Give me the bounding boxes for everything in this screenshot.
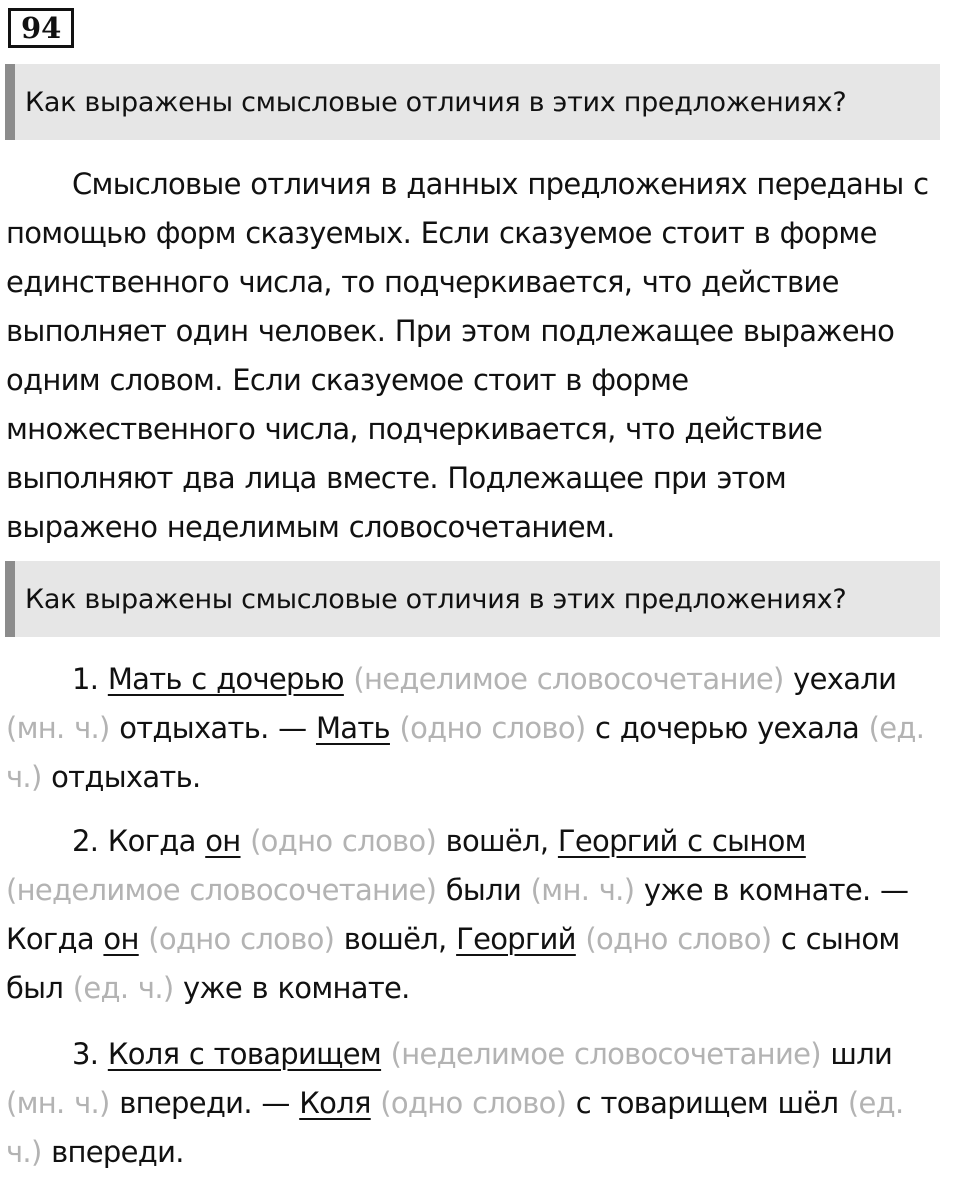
underlined-subject: он <box>205 824 241 858</box>
sentence-text: отдыхать. — <box>119 711 307 745</box>
gray-note: (мн. ч.) <box>6 1086 110 1120</box>
gray-note: (неделимое словосочетание) <box>6 873 437 907</box>
gray-note: (одно слово) <box>148 922 335 956</box>
gray-note: (одно слово) <box>585 922 772 956</box>
sentence-text: с сыном был <box>6 922 900 1005</box>
example-number: 1. <box>72 662 99 696</box>
task-number: 94 <box>21 10 62 45</box>
question-text-2: Как выражены смысловые отличия в этих предложениях? <box>25 583 847 615</box>
gray-note: (ед. ч.) <box>6 711 925 794</box>
question-banner <box>5 64 940 140</box>
gray-note: (мн. ч.) <box>6 711 110 745</box>
predicate-text: шли <box>830 1037 893 1071</box>
gray-note: (одно слово) <box>399 711 586 745</box>
answer-text: Смысловые отличия в данных предложениях переданы с помощью форм сказуемых. Если сказуемое стоит в форме единственного числа, то подчеркивается, что действие выполняет один человек. При этом подлежащее выражено одним словом. Если сказуемое стоит в форме множественного числа, подчеркивается, что действие выполняют два лица вместе. Подлежащее при этом выражено неделимым словосочетанием. <box>6 167 929 544</box>
sentence-text: с товарищем шёл <box>575 1086 839 1120</box>
example-2 <box>6 817 946 1013</box>
underlined-subject: Мать <box>315 711 390 745</box>
gray-note: (ед. ч.) <box>6 1086 904 1169</box>
example-1 <box>6 655 946 802</box>
sentence-text: отдыхать. <box>51 760 201 794</box>
gray-note: (ед. ч.) <box>72 971 174 1005</box>
predicate-text: уехали <box>793 662 897 696</box>
sentence-text: впереди. <box>51 1135 184 1169</box>
sentence-text: вошёл, <box>445 824 549 858</box>
gray-note: (одно слово) <box>380 1086 567 1120</box>
answer-paragraph <box>6 160 946 552</box>
gray-note: (неделимое словосочетание) <box>390 1037 821 1071</box>
predicate-text: были <box>445 873 522 907</box>
underlined-subject: Коля <box>299 1086 371 1120</box>
example-3 <box>6 1030 946 1177</box>
question-banner-2 <box>5 561 940 637</box>
sentence-text: вошёл, <box>343 922 447 956</box>
underlined-subject: Мать с дочерью <box>107 662 344 696</box>
sentence-text: уже в комнате. <box>183 971 410 1005</box>
gray-note: (мн. ч.) <box>530 873 635 907</box>
sentence-text: с дочерью уехала <box>595 711 860 745</box>
underlined-subject: Георгий <box>456 922 576 956</box>
example-number: 2. Когда <box>72 824 196 858</box>
gray-note: (неделимое словосочетание) <box>353 662 784 696</box>
task-number-box <box>8 8 74 48</box>
underlined-subject: он <box>103 922 139 956</box>
question-text: Как выражены смысловые отличия в этих предложениях? <box>25 86 847 118</box>
sentence-text: уже в комнате. — Когда <box>6 873 909 956</box>
sentence-text: впереди. — <box>119 1086 290 1120</box>
underlined-subject: Коля с товарищем <box>107 1037 382 1071</box>
underlined-subject: Георгий с сыном <box>557 824 806 858</box>
gray-note: (одно слово) <box>250 824 437 858</box>
example-number: 3. <box>72 1037 99 1071</box>
